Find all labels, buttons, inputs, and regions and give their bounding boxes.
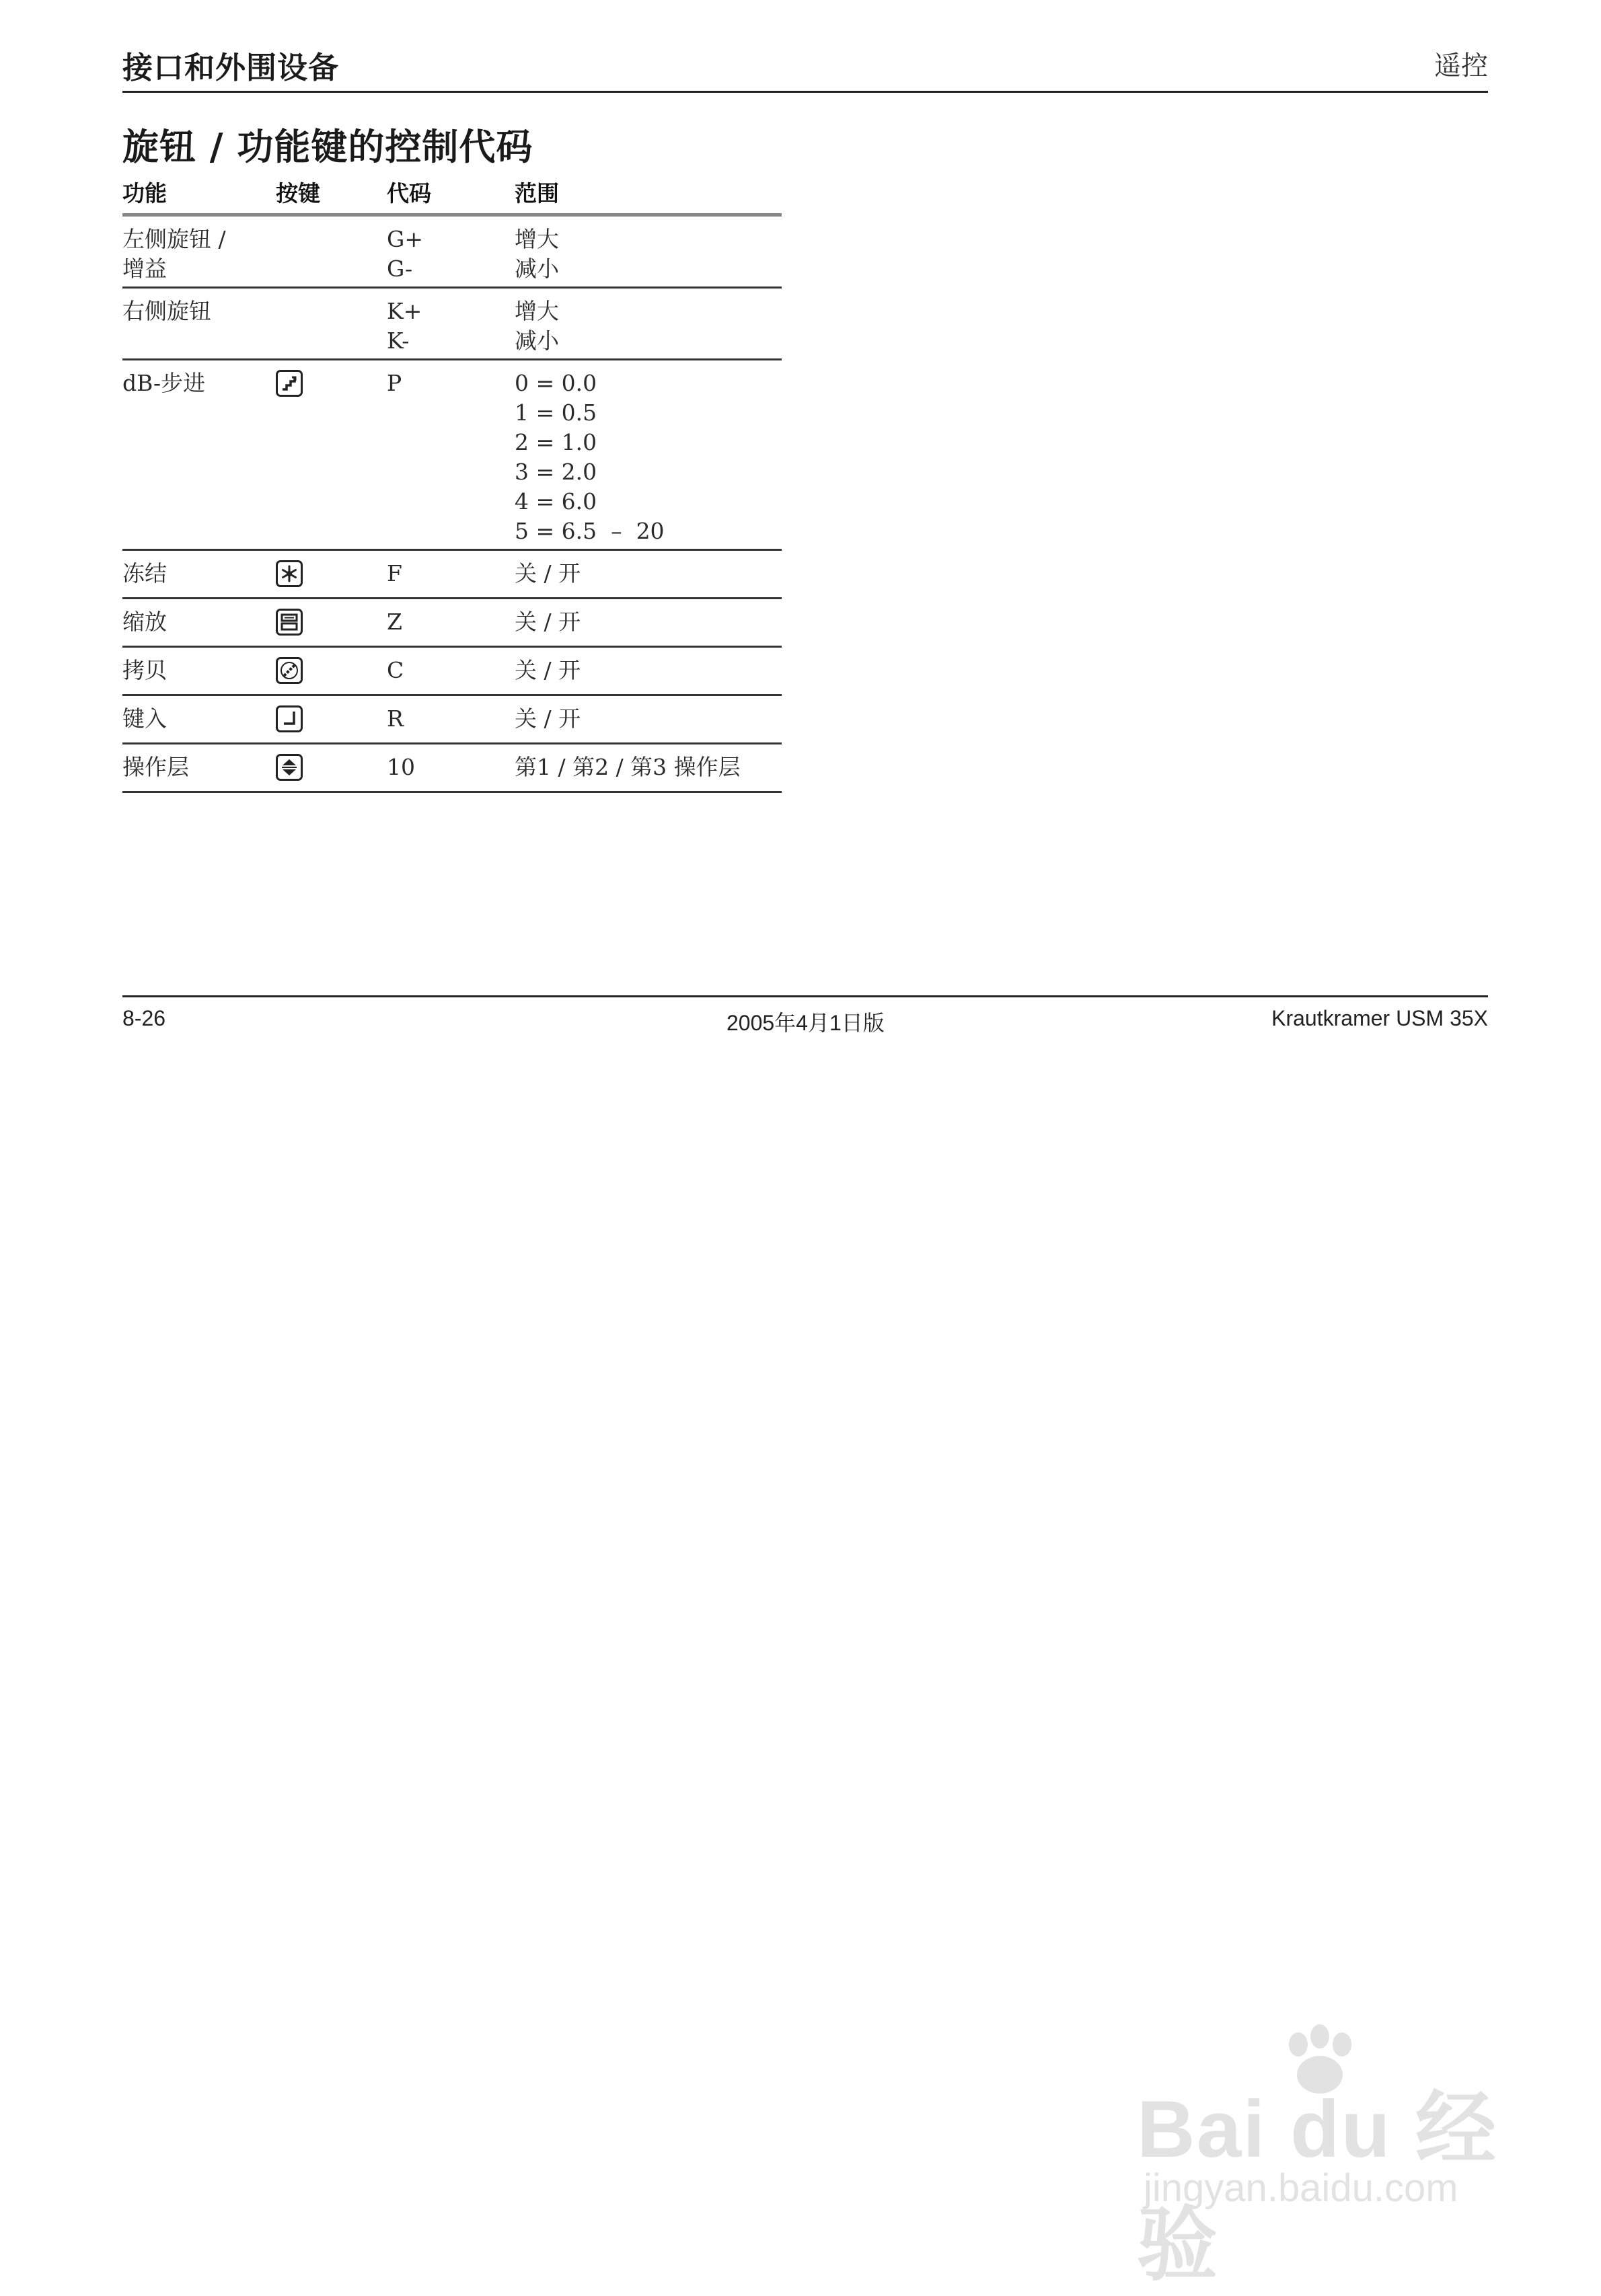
table-row — [122, 695, 782, 744]
column-header-code: 代码 — [387, 176, 515, 215]
range-text: 3 = 2.0 — [515, 459, 597, 485]
edition-date: 2005年4月1日版 — [727, 1011, 885, 1035]
key-cell — [276, 215, 387, 288]
range-cell — [515, 550, 782, 599]
table-header-row — [122, 176, 782, 215]
range-text: 减小 — [515, 256, 559, 282]
range-cell — [515, 288, 782, 360]
range-text: 关 / 开 — [515, 705, 581, 732]
range-cell — [515, 647, 782, 695]
function-cell — [122, 695, 276, 744]
range-text: 关 / 开 — [515, 657, 581, 683]
table-row — [122, 360, 782, 550]
range-text: 2 = 1.0 — [515, 429, 597, 455]
key-cell — [276, 599, 387, 647]
code-cell — [387, 647, 515, 695]
range-text: 第1 / 第2 / 第3 操作层 — [515, 754, 741, 780]
column-header-function: 功能 — [122, 176, 276, 215]
code-text: G+ — [387, 226, 424, 252]
table-row — [122, 647, 782, 695]
code-text: K+ — [387, 298, 422, 324]
code-cell — [387, 215, 515, 288]
code-text: Z — [387, 609, 402, 635]
table-row — [122, 288, 782, 360]
code-text: P — [387, 370, 402, 396]
range-text: 增大 — [515, 298, 559, 324]
code-text: C — [387, 657, 404, 683]
page-title: 旋钮 / 功能键的控制代码 — [122, 126, 533, 168]
function-cell — [122, 288, 276, 360]
code-cell — [387, 599, 515, 647]
function-text: 增益 — [122, 256, 167, 282]
code-text: G- — [387, 256, 413, 282]
key-cell — [276, 647, 387, 695]
function-cell — [122, 215, 276, 288]
table-row — [122, 215, 782, 288]
range-cell — [515, 360, 782, 550]
function-text: 右侧旋钮 — [122, 298, 211, 324]
freeze-key-icon — [276, 560, 303, 587]
function-text: 缩放 — [122, 609, 167, 635]
function-text: dB-步进 — [122, 370, 206, 396]
function-cell — [122, 550, 276, 599]
code-cell — [387, 550, 515, 599]
code-cell — [387, 288, 515, 360]
section-title: 接口和外围设备 — [122, 50, 340, 85]
range-cell — [515, 695, 782, 744]
watermark-brand: Bai du 经验 — [1137, 2084, 1498, 2290]
function-text: 键入 — [122, 705, 167, 732]
range-text: 减小 — [515, 328, 559, 354]
range-text: 0 = 0.0 — [515, 370, 597, 396]
function-cell — [122, 599, 276, 647]
range-cell — [515, 599, 782, 647]
range-text: 4 = 6.0 — [515, 488, 597, 514]
control-code-table — [122, 176, 782, 793]
code-text: F — [387, 560, 402, 586]
baidu-jingyan-watermark — [1137, 2024, 1514, 2290]
range-text: 1 = 0.5 — [515, 399, 597, 426]
function-text: 左侧旋钮 / — [122, 226, 226, 252]
page-number: 8-26 — [122, 1006, 166, 1030]
function-cell — [122, 360, 276, 550]
code-cell — [387, 360, 515, 550]
code-cell — [387, 695, 515, 744]
range-cell — [515, 744, 782, 792]
column-header-key: 按键 — [276, 176, 387, 215]
copy-key-icon — [276, 657, 303, 684]
header-rule — [122, 91, 1488, 93]
table-row — [122, 744, 782, 792]
product-name: Krautkramer USM 35X — [1271, 1006, 1488, 1030]
key-cell — [276, 550, 387, 599]
column-header-range: 范围 — [515, 176, 782, 215]
key-cell — [276, 695, 387, 744]
code-text: 10 — [387, 754, 415, 780]
topic-title: 遥控 — [1434, 50, 1488, 81]
range-text: 增大 — [515, 226, 559, 252]
key-cell — [276, 360, 387, 550]
enter-key-icon — [276, 705, 303, 732]
key-cell — [276, 744, 387, 792]
zoom-key-icon — [276, 609, 303, 636]
table-row — [122, 550, 782, 599]
code-text: K- — [387, 328, 410, 354]
function-cell — [122, 647, 276, 695]
table-row — [122, 599, 782, 647]
watermark-url: jingyan.baidu.com — [1144, 2166, 1458, 2210]
function-text: 拷贝 — [122, 657, 167, 683]
range-text: 关 / 开 — [515, 560, 581, 586]
function-cell — [122, 744, 276, 792]
range-text: 5 = 6.5 – 20 — [515, 518, 665, 544]
code-text: R — [387, 705, 404, 732]
operation-level-key-icon — [276, 754, 303, 781]
range-text: 关 / 开 — [515, 609, 581, 635]
range-cell — [515, 215, 782, 288]
db-step-key-icon — [276, 370, 303, 397]
footer-rule — [122, 995, 1488, 997]
key-cell — [276, 288, 387, 360]
function-text: 操作层 — [122, 754, 189, 780]
code-cell — [387, 744, 515, 792]
function-text: 冻结 — [122, 560, 167, 586]
